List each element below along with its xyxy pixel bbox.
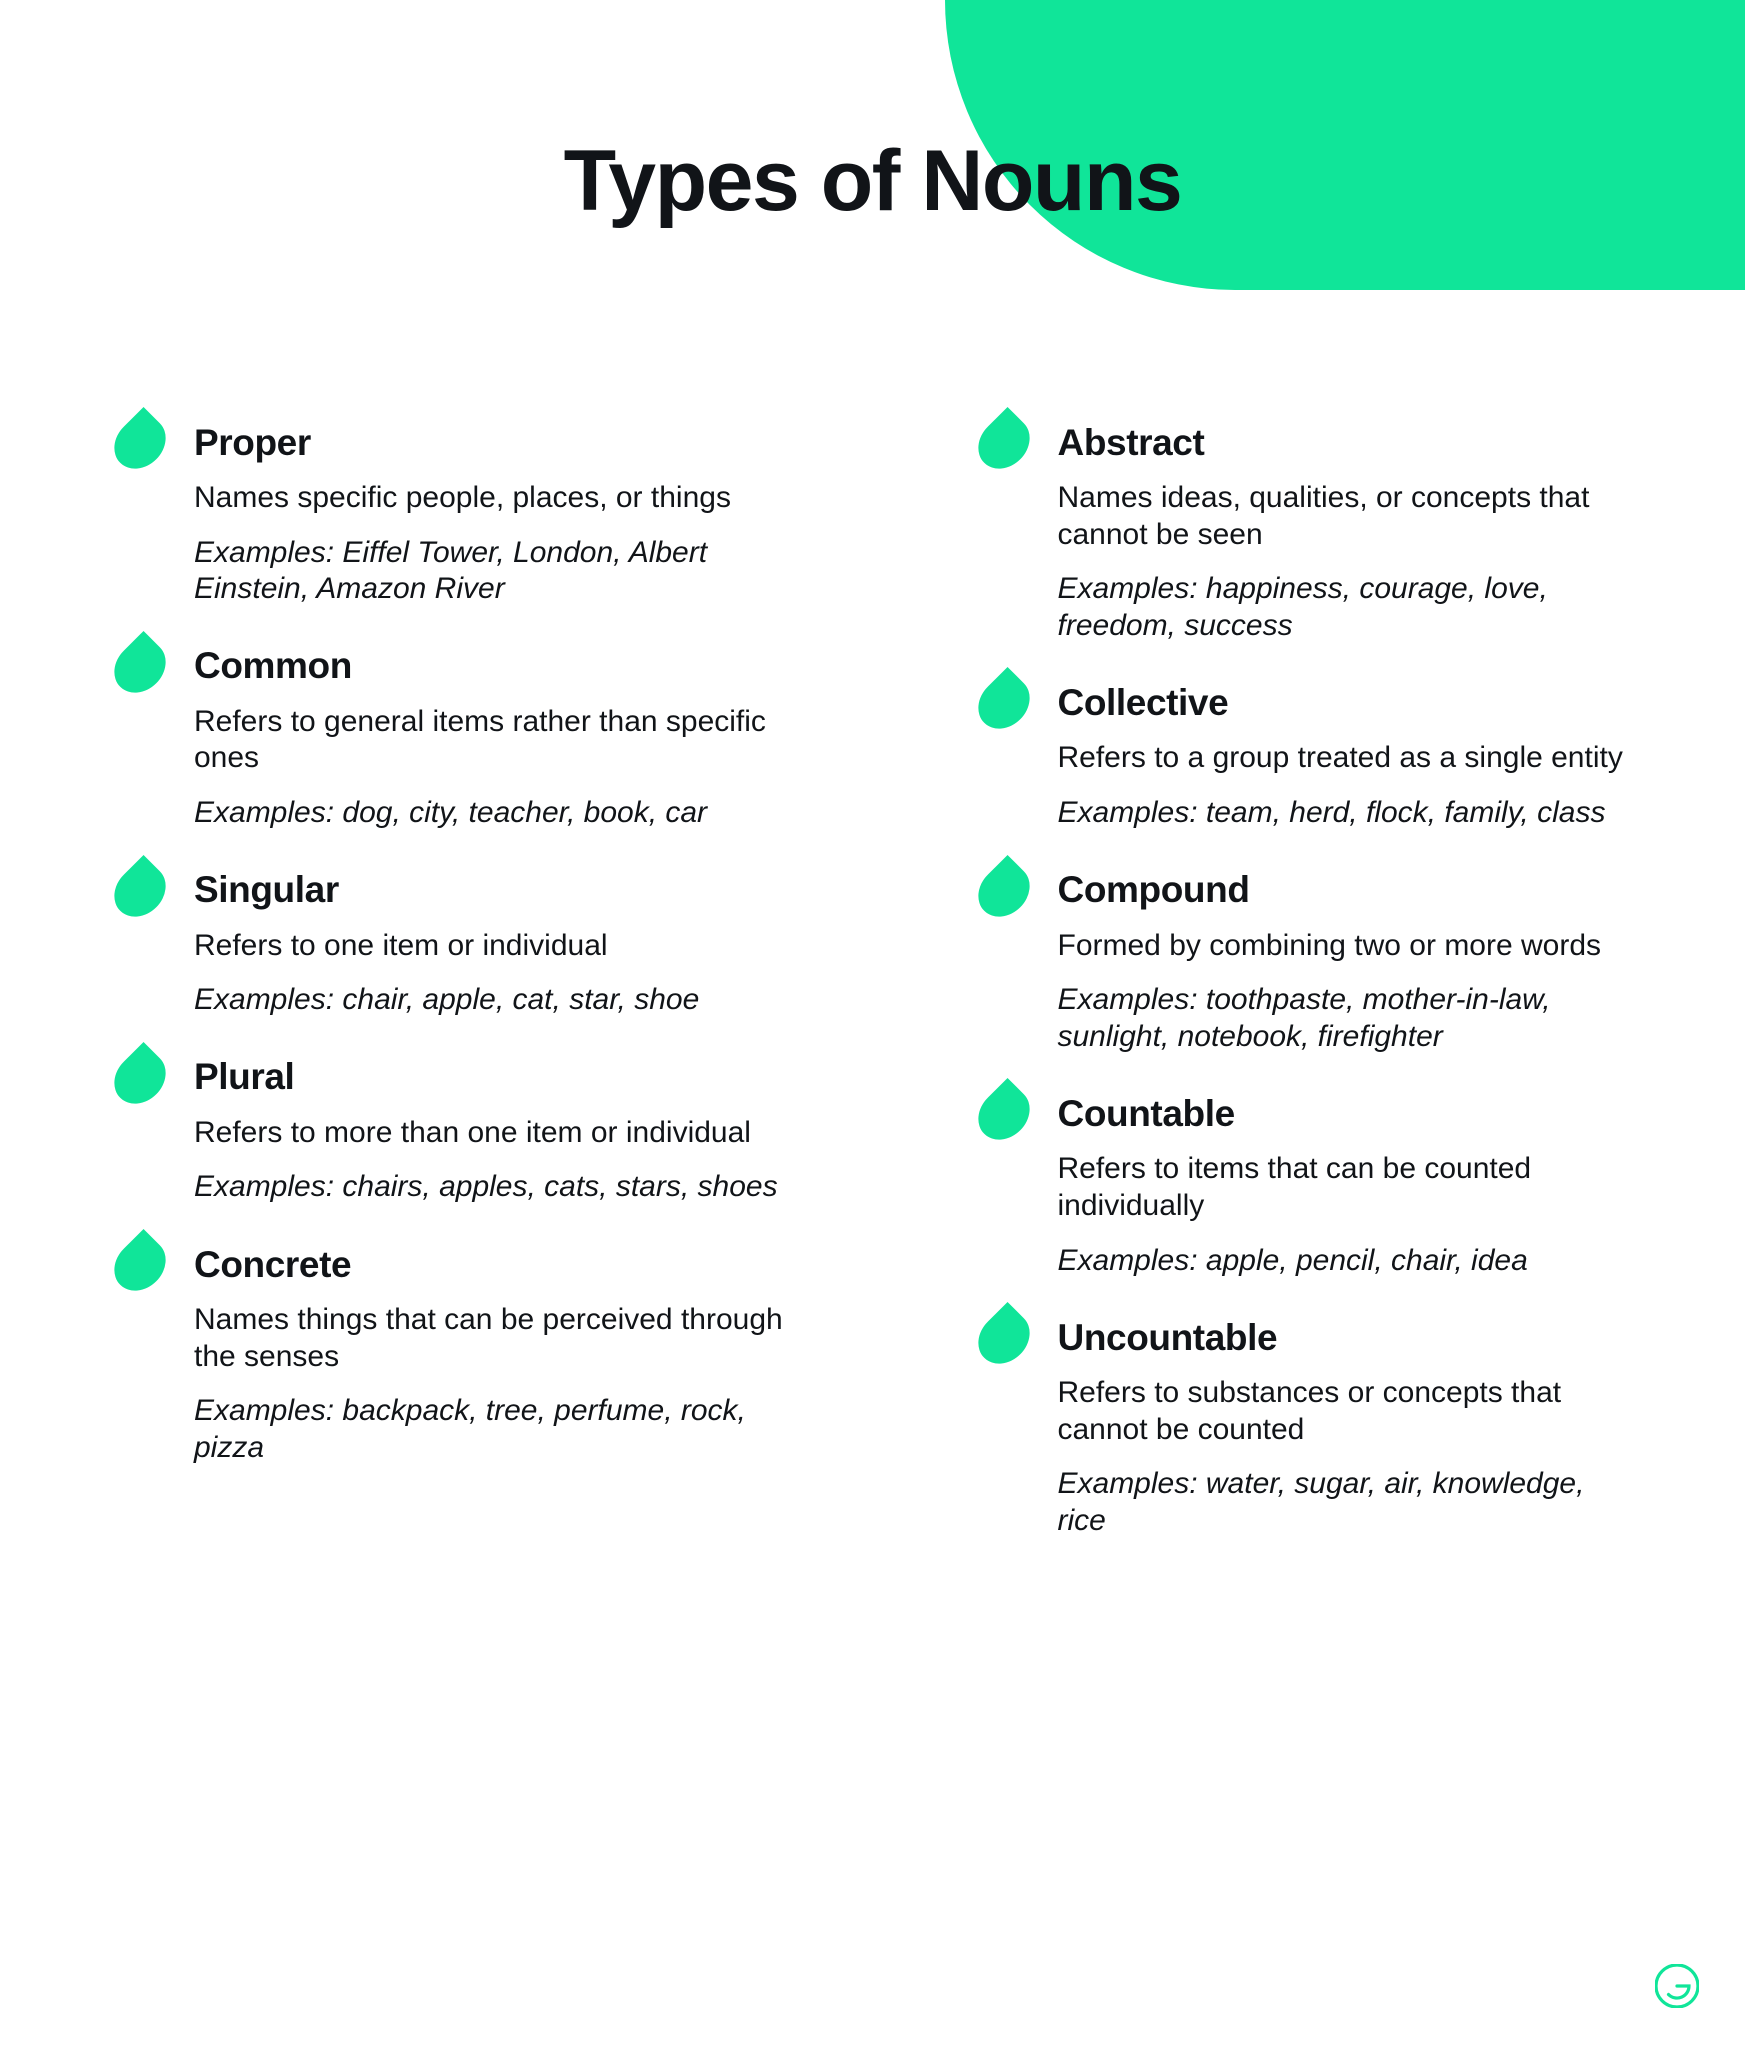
- teardrop-bullet-icon: [967, 407, 1039, 479]
- entry-body: [976, 1151, 1636, 1279]
- entry-body: [976, 1375, 1636, 1539]
- teardrop-bullet-icon: [967, 1078, 1039, 1150]
- entry-examples: Examples: chairs, apples, cats, stars, shoes: [194, 1170, 778, 1204]
- entry-title: Countable: [1057, 1093, 1235, 1134]
- entry-title: Compound: [1057, 869, 1250, 911]
- entry-header: [976, 680, 1636, 726]
- teardrop-bullet-icon: [104, 1042, 176, 1114]
- entry-definition: Refers to more than one item or individual: [194, 1115, 751, 1149]
- entry-body: [976, 740, 1636, 831]
- left-column: [112, 420, 874, 1540]
- teardrop-bullet-icon: [967, 667, 1039, 739]
- entry-definition: Names specific people, places, or things: [194, 481, 731, 514]
- teardrop-bullet-icon: [967, 1302, 1039, 1374]
- entry-header: [112, 1242, 874, 1288]
- entry-title: Common: [194, 645, 352, 687]
- page-title-part-1: Types of: [563, 133, 922, 229]
- entry-examples: Examples: team, herd, flock, family, class: [1057, 795, 1606, 829]
- entry-header: [976, 1315, 1636, 1361]
- entry-title: Singular: [194, 869, 339, 911]
- entry-examples: Examples: toothpaste, mother-in-law, sunlight, notebook, firefighter: [1057, 983, 1551, 1053]
- entry-title: Collective: [1057, 682, 1229, 724]
- entry-header: [112, 1055, 874, 1101]
- entry-title: Abstract: [1057, 421, 1205, 463]
- teardrop-bullet-icon: [104, 631, 176, 703]
- entry-definition: Refers to general items rather than specific ones: [194, 704, 766, 775]
- entry-header: [976, 868, 1636, 914]
- list-item: [976, 420, 1636, 644]
- entry-body: [976, 928, 1636, 1056]
- entry-examples: Examples: dog, city, teacher, book, car: [194, 795, 708, 829]
- teardrop-bullet-icon: [104, 407, 176, 479]
- entry-title: Uncountable: [1057, 1316, 1278, 1358]
- entry-body: [112, 1302, 874, 1466]
- teardrop-bullet-icon: [104, 855, 176, 927]
- list-item: [112, 1242, 874, 1466]
- entry-examples: Examples: apple, pencil, chair, idea: [1057, 1243, 1528, 1277]
- entry-header: [112, 420, 874, 466]
- entry-definition: Refers to items that can be counted individually: [1057, 1152, 1532, 1222]
- list-item: [976, 868, 1636, 1056]
- entry-body: [112, 1115, 874, 1206]
- entry-examples: Examples: happiness, courage, love, freedom, success: [1057, 572, 1548, 642]
- right-column: [874, 420, 1636, 1540]
- entry-definition: Names ideas, qualities, or concepts that cannot be seen: [1057, 481, 1590, 551]
- entry-header: [112, 868, 874, 914]
- entry-examples: Examples: chair, apple, cat, star, shoe: [194, 983, 700, 1017]
- entry-examples: Examples: water, sugar, air, knowledge, rice: [1057, 1467, 1585, 1537]
- content-columns: [0, 420, 1745, 1540]
- entry-definition: Names things that can be perceived through the senses: [194, 1302, 783, 1373]
- list-item: [976, 680, 1636, 831]
- entry-body: [112, 704, 874, 832]
- list-item: [112, 644, 874, 832]
- entry-title: Plural: [194, 1056, 295, 1098]
- entry-body: [112, 480, 874, 608]
- entry-header: [112, 644, 874, 690]
- list-item: [112, 868, 874, 1019]
- entry-definition: Refers to substances or concepts that cannot be counted: [1057, 1376, 1562, 1446]
- entry-definition: Formed by combining two or more words: [1057, 928, 1602, 962]
- entry-body: [976, 480, 1636, 644]
- grammarly-logo-icon: [1655, 1964, 1699, 2008]
- entry-examples: Examples: Eiffel Tower, London, Albert Einstein, Amazon River: [194, 535, 708, 606]
- entry-definition: Refers to a group treated as a single entity: [1057, 741, 1623, 775]
- entry-header: [976, 1091, 1636, 1137]
- entry-header: [976, 420, 1636, 466]
- list-item: [112, 420, 874, 608]
- teardrop-bullet-icon: [104, 1229, 176, 1301]
- list-item: [112, 1055, 874, 1206]
- entry-examples: Examples: backpack, tree, perfume, rock, pizza: [194, 1394, 746, 1464]
- teardrop-bullet-icon: [967, 855, 1039, 927]
- entry-title: Proper: [194, 421, 311, 463]
- entry-title: Concrete: [194, 1243, 352, 1285]
- entry-definition: Refers to one item or individual: [194, 928, 608, 962]
- list-item: [976, 1091, 1636, 1279]
- page-title: [0, 133, 1745, 229]
- page-title-part-2: Nouns: [921, 133, 1182, 229]
- entry-body: [112, 928, 874, 1019]
- list-item: [976, 1315, 1636, 1539]
